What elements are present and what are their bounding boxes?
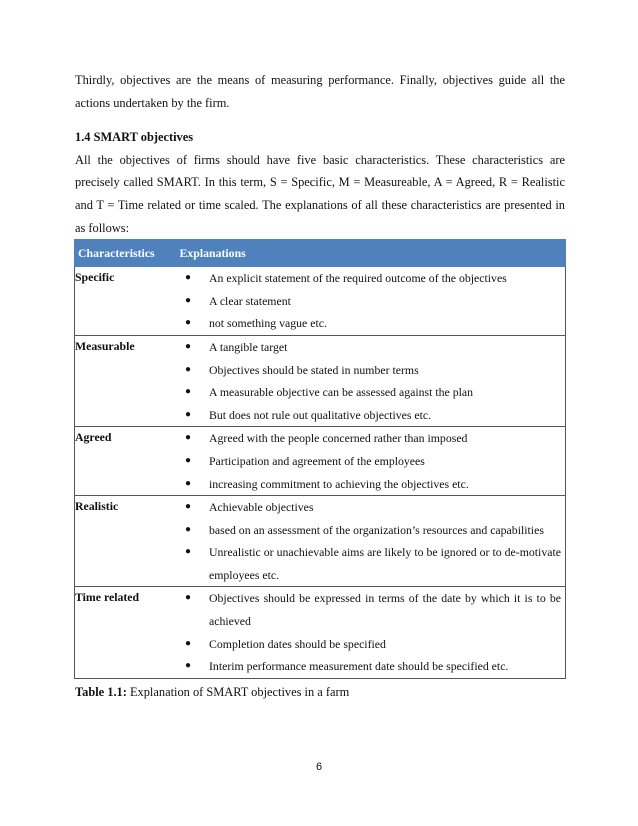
list-item <box>169 359 561 382</box>
list-item <box>169 267 561 290</box>
list-item <box>169 587 561 632</box>
section-heading: 1.4 SMART objectives <box>75 130 194 145</box>
header-explanations: Explanations <box>169 240 566 267</box>
section-paragraph: All the objectives of firms should have five basic characteristics. These characteristics are precisely called SMART. In this term, S = Specific, M = Measureable, A = Agreed, R = Realistic and T = Time related or time scaled. The explanations of all these characteristics are presented in as follows: <box>75 152 565 235</box>
explanation-text: based on an assessment of the organization’s resources and capabilities <box>209 522 544 537</box>
caption-text: Explanation of SMART objectives in a farm <box>126 684 350 699</box>
bullet-icon: ● <box>185 317 192 329</box>
bullet-icon: ● <box>185 386 192 398</box>
table-header-row <box>75 240 566 267</box>
explanation-text: A measurable objective can be assessed against the plan <box>209 385 474 400</box>
list-item <box>169 336 561 359</box>
list-item <box>169 290 561 313</box>
list-item <box>169 541 561 586</box>
page-number: 6 <box>315 761 323 773</box>
list-item <box>169 496 561 519</box>
characteristic-cell: Realistic <box>75 496 170 587</box>
explanation-cell <box>169 267 566 336</box>
table-body <box>75 267 566 679</box>
characteristic-cell: Specific <box>75 267 170 336</box>
page-content <box>75 69 565 701</box>
explanation-cell <box>169 427 566 496</box>
list-item <box>169 404 561 427</box>
explanation-text: Unrealistic or unachievable aims are likely to be ignored or to de-motivate employees etc. <box>209 545 561 582</box>
explanation-text: Objectives should be stated in number terms <box>209 362 419 377</box>
table-row <box>75 427 566 496</box>
bullet-icon: ● <box>185 637 192 649</box>
explanation-text: Achievable objectives <box>209 500 314 515</box>
explanation-list <box>169 587 565 677</box>
explanation-text: An explicit statement of the required outcome of the objectives <box>209 271 507 286</box>
bullet-icon: ● <box>185 340 192 352</box>
explanation-text: A tangible target <box>209 339 288 354</box>
header-characteristics: Characteristics <box>75 240 170 267</box>
explanation-list <box>169 496 565 586</box>
bullet-icon: ● <box>185 454 192 466</box>
bullet-icon: ● <box>185 592 192 604</box>
explanation-text: Interim performance measurement date should be specified etc. <box>209 659 509 674</box>
table-caption <box>75 683 565 701</box>
explanation-text: Agreed with the people concerned rather than imposed <box>209 431 468 446</box>
smart-table <box>74 239 566 679</box>
bullet-icon: ● <box>185 477 192 489</box>
explanation-list <box>169 427 565 495</box>
bullet-icon: ● <box>185 660 192 672</box>
explanation-cell <box>169 496 566 587</box>
explanation-text: not something vague etc. <box>209 316 327 331</box>
bullet-icon: ● <box>185 408 192 420</box>
caption-label: Table 1.1: <box>75 684 127 699</box>
explanation-cell <box>169 587 566 678</box>
characteristic-cell: Agreed <box>75 427 170 496</box>
bullet-icon: ● <box>185 272 192 284</box>
table-row <box>75 335 566 426</box>
explanation-cell <box>169 335 566 426</box>
characteristic-cell: Time related <box>75 587 170 678</box>
explanation-text: A clear statement <box>209 293 291 308</box>
intro-paragraph: Thirdly, objectives are the means of measuring performance. Finally, objectives guide all the actions undertaken by the firm. <box>75 73 565 110</box>
list-item <box>169 519 561 542</box>
explanation-text: Completion dates should be specified <box>209 636 386 651</box>
explanation-text: Objectives should be expressed in terms of the date by which it is to be achieved <box>209 591 561 629</box>
bullet-icon: ● <box>185 501 192 513</box>
list-item <box>169 633 561 656</box>
explanation-text: increasing commitment to achieving the objectives etc. <box>209 476 469 491</box>
bullet-icon: ● <box>185 432 192 444</box>
list-item <box>169 655 561 678</box>
list-item <box>169 473 561 496</box>
bullet-icon: ● <box>185 294 192 306</box>
explanation-text: Participation and agreement of the employees <box>209 453 425 468</box>
list-item <box>169 450 561 473</box>
bullet-icon: ● <box>185 363 192 375</box>
explanation-list <box>169 267 565 335</box>
list-item <box>169 427 561 450</box>
list-item <box>169 381 561 404</box>
table-row <box>75 496 566 587</box>
characteristic-cell: Measurable <box>75 335 170 426</box>
explanation-list <box>169 336 565 426</box>
list-item <box>169 312 561 335</box>
explanation-text: But does not rule out qualitative objectives etc. <box>209 407 432 422</box>
table-row <box>75 587 566 678</box>
bullet-icon: ● <box>185 523 192 535</box>
bullet-icon: ● <box>185 546 192 558</box>
table-row <box>75 267 566 336</box>
